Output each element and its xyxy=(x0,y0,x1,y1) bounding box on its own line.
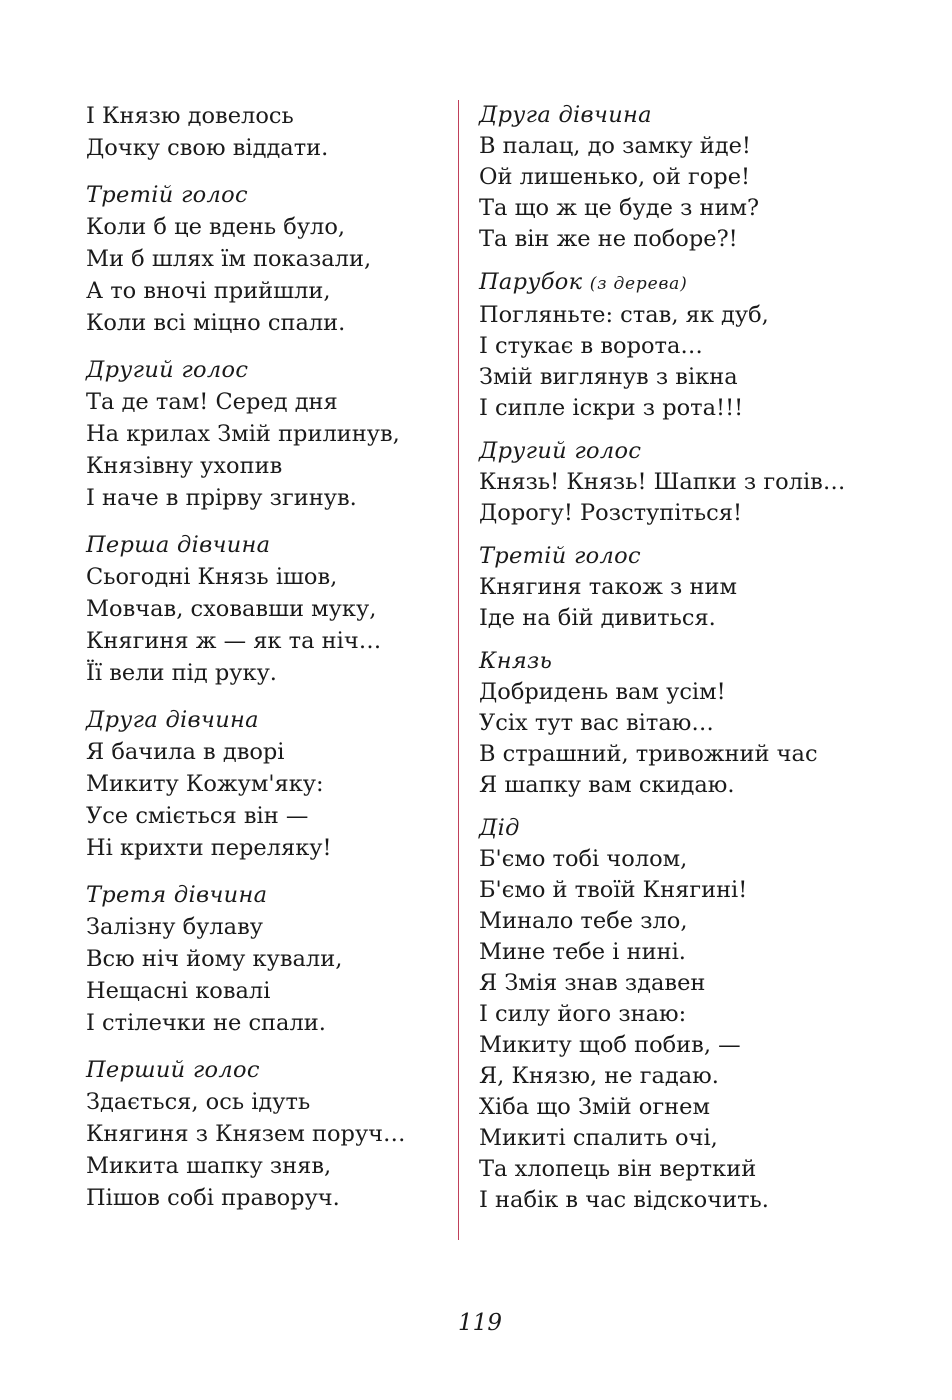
verse-line: Княгиня ж — як та ніч… xyxy=(86,628,382,654)
verse-line: Я бачила в дворі xyxy=(86,739,285,765)
verse-line: Б'ємо й твоїй Княгині! xyxy=(479,877,748,903)
stanza xyxy=(479,813,919,1216)
verse-line: І набік в час відскочить. xyxy=(479,1187,769,1213)
stanza xyxy=(86,100,446,164)
speaker-name xyxy=(479,646,919,677)
verse-line: Дорогу! Розступіться! xyxy=(479,500,742,526)
verse-line: Ні крихти переляку! xyxy=(86,835,332,861)
verse-line: Мовчав, сховавши муку, xyxy=(86,596,377,622)
verse-line: Погляньте: став, як дуб, xyxy=(479,302,769,328)
verse-line: І наче в прірву згинув. xyxy=(86,485,357,511)
verse-line: Княгиня з Князем поруч… xyxy=(86,1121,406,1147)
speaker-label: Другий голос xyxy=(86,357,249,383)
verse-line: Микита шапку зняв, xyxy=(86,1153,332,1179)
verse-line: На крилах Змій прилинув, xyxy=(86,421,400,447)
speaker-name xyxy=(479,267,919,300)
speaker-name xyxy=(86,354,446,386)
page-number: 119 xyxy=(458,1310,502,1336)
verse-line: Микиту Кожум'яку: xyxy=(86,771,324,797)
stanza xyxy=(86,354,446,514)
verse-line: Минало тебе зло, xyxy=(479,908,688,934)
stanza xyxy=(86,879,446,1039)
stanza xyxy=(479,100,919,255)
verse-line: Та що ж це буде з ним? xyxy=(479,195,760,221)
verse-line: Іде на бій дивиться. xyxy=(479,605,716,631)
speaker-name xyxy=(479,813,919,844)
stanza xyxy=(86,704,446,864)
verse-line: Дочку свою віддати. xyxy=(86,135,329,161)
verse-line: Усіх тут вас вітаю… xyxy=(479,710,714,736)
speaker-name xyxy=(479,100,919,131)
verse-line: Коли б це вдень було, xyxy=(86,214,346,240)
verse-line: І стукає в ворота… xyxy=(479,333,703,359)
verse-line: Змій виглянув з вікна xyxy=(479,364,738,390)
verse-line: Коли всі міцно спали. xyxy=(86,310,346,336)
verse-line: Та хлопець він верткий xyxy=(479,1156,757,1182)
verse-line: Хіба що Змій огнем xyxy=(479,1094,710,1120)
stanza xyxy=(86,529,446,689)
stanza xyxy=(479,541,919,634)
verse-line: Микиті спалить очі, xyxy=(479,1125,718,1151)
verse-line: Я, Князю, не гадаю. xyxy=(479,1063,719,1089)
speaker-name xyxy=(479,541,919,572)
verse-line: Та де там! Серед дня xyxy=(86,389,338,415)
speaker-name xyxy=(479,436,919,467)
right-column xyxy=(479,100,919,1228)
verse-line: Я Змія знав здавен xyxy=(479,970,706,996)
stanza xyxy=(479,646,919,801)
speaker-label: Перший голос xyxy=(86,1057,260,1083)
stage-direction: (з дерева) xyxy=(589,274,688,294)
verse-line: І сипле іскри з рота!!! xyxy=(479,395,744,421)
verse-line: Добридень вам усім! xyxy=(479,679,726,705)
verse-line: Князівну ухопив xyxy=(86,453,283,479)
speaker-label: Третій голос xyxy=(86,182,248,208)
verse-line: Микиту щоб побив, — xyxy=(479,1032,741,1058)
verse-line: Я шапку вам скидаю. xyxy=(479,772,735,798)
verse-line: Усе сміється він — xyxy=(86,803,309,829)
column-divider xyxy=(458,100,459,1240)
speaker-name xyxy=(86,179,446,211)
verse-line: Князь! Князь! Шапки з голів… xyxy=(479,469,846,495)
verse-line: І стілечки не спали. xyxy=(86,1010,326,1036)
speaker-name xyxy=(86,1054,446,1086)
verse-line: Пішов собі праворуч. xyxy=(86,1185,340,1211)
stanza xyxy=(86,179,446,339)
verse-line: В палац, до замку йде! xyxy=(479,133,751,159)
stanza xyxy=(479,436,919,529)
left-column xyxy=(86,100,446,1229)
stanza xyxy=(86,1054,446,1214)
stanza xyxy=(479,267,919,424)
speaker-label: Перша дівчина xyxy=(86,532,271,558)
speaker-label: Друга дівчина xyxy=(86,707,259,733)
verse-line: І силу його знаю: xyxy=(479,1001,687,1027)
speaker-name xyxy=(86,879,446,911)
verse-line: І Князю довелось xyxy=(86,103,294,129)
verse-line: Мине тебе і нині. xyxy=(479,939,686,965)
verse-line: Сьогодні Князь ішов, xyxy=(86,564,338,590)
speaker-label: Третій голос xyxy=(479,543,641,569)
speaker-name xyxy=(86,704,446,736)
verse-line: Княгиня також з ним xyxy=(479,574,737,600)
speaker-label: Дід xyxy=(479,815,520,841)
speaker-label: Друга дівчина xyxy=(479,102,652,128)
verse-line: Ой лишенько, ой горе! xyxy=(479,164,751,190)
speaker-name xyxy=(86,529,446,561)
verse-line: Залізну булаву xyxy=(86,914,263,940)
verse-line: Ми б шлях їм показали, xyxy=(86,246,372,272)
verse-line: Здається, ось ідуть xyxy=(86,1089,311,1115)
speaker-label: Третя дівчина xyxy=(86,882,268,908)
verse-line: Нещасні ковалі xyxy=(86,978,271,1004)
speaker-label: Другий голос xyxy=(479,438,642,464)
verse-line: Б'ємо тобі чолом, xyxy=(479,846,688,872)
speaker-label: Парубок xyxy=(479,269,583,295)
verse-line: Всю ніч йому кували, xyxy=(86,946,343,972)
verse-line: Та він же не поборе?! xyxy=(479,226,738,252)
verse-line: Її вели під руку. xyxy=(86,660,277,686)
verse-line: В страшний, тривожний час xyxy=(479,741,818,767)
verse-line: А то вночі прийшли, xyxy=(86,278,331,304)
speaker-label: Князь xyxy=(479,648,553,674)
